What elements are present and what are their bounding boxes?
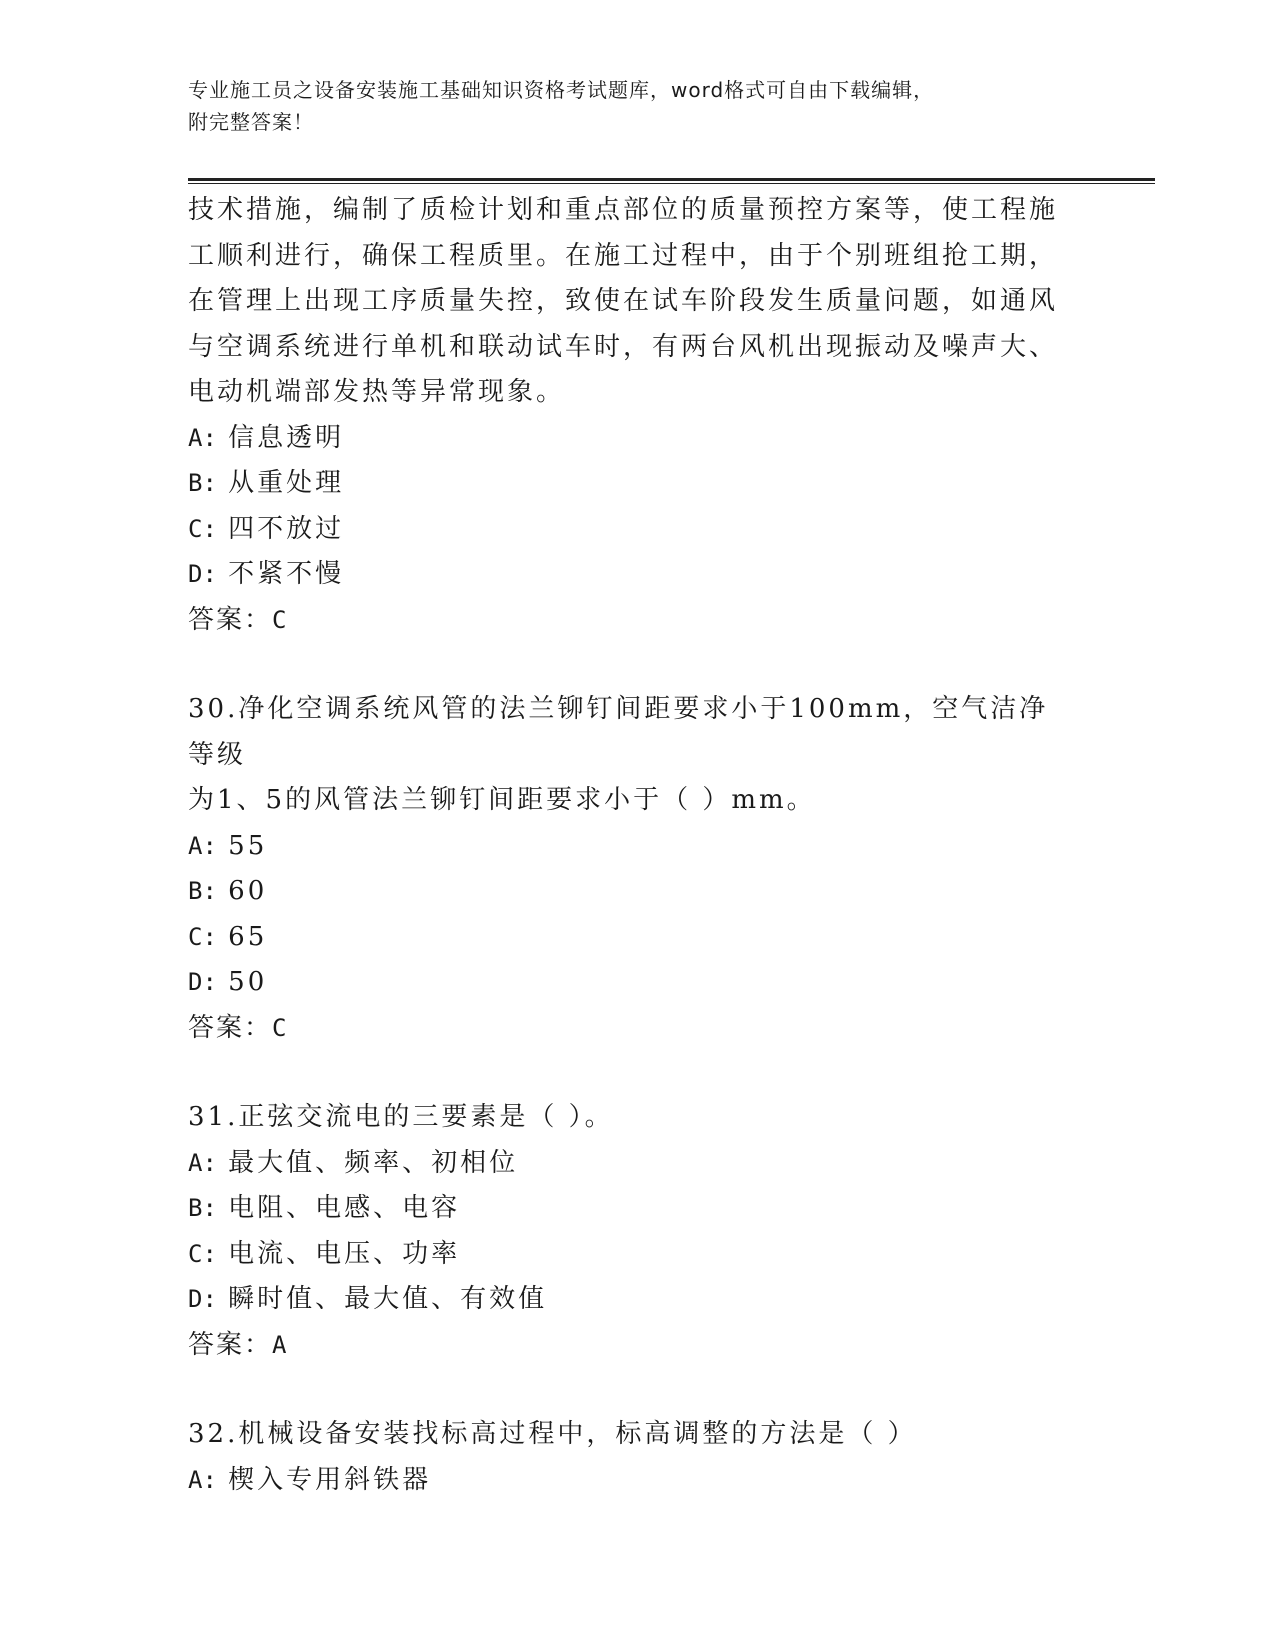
option-text: 65 [228,921,268,952]
question-32 [188,1412,1068,1503]
option-text: 60 [228,876,268,906]
option-text: 信息透明 [228,422,345,453]
option-b [188,461,1068,507]
question-text-line: 在管理上出现工序质量失控，致使在试车阶段发生质量问题，如通风 [188,286,1059,316]
question-text-line: 为1、5的风管法兰铆钉间距要求小于（ ）mm。 [188,785,816,815]
answer-label: 答案： [188,604,273,635]
header-line-1: 专业施工员之设备安装施工基础知识资格考试题库，word格式可自由下载编辑， [188,78,935,102]
option-d [188,1277,1068,1323]
option-key: D: [188,560,217,588]
option-d [188,960,1068,1006]
question-text-line: 30.净化空调系统风管的法兰铆钉间距要求小于100mm，空气洁净等级 [188,694,1049,770]
question-continuation [188,188,1068,643]
option-key: C: [188,514,217,543]
option-text: 从重处理 [228,468,345,498]
option-text: 50 [228,967,268,997]
option-a [188,1141,1068,1187]
option-key: D: [188,968,217,996]
answer-label: 答案： [188,1329,273,1360]
header-line-2: 附完整答案！ [188,110,314,134]
option-a [188,416,1068,462]
question-text-line: 技术措施，编制了质检计划和重点部位的质量预控方案等，使工程施 [188,195,1059,225]
option-key: A: [188,1465,217,1494]
answer-line [188,598,1068,644]
option-text: 55 [228,830,268,861]
option-text: 瞬时值、最大值、有效值 [228,1284,548,1314]
answer-value: A [272,1330,287,1359]
option-c [188,1232,1068,1278]
question-31 [188,1095,1068,1368]
option-text: 四不放过 [228,513,345,544]
answer-value: C [272,1013,287,1042]
option-key: A: [188,831,217,860]
option-key: A: [188,1148,217,1177]
exam-content [188,188,1068,1503]
option-key: C: [188,922,217,951]
option-c [188,507,1068,553]
option-b [188,869,1068,915]
option-d [188,552,1068,598]
option-text: 最大值、频率、初相位 [228,1147,519,1178]
option-text: 楔入专用斜铁器 [228,1464,432,1495]
question-30 [188,687,1068,1051]
option-key: C: [188,1239,217,1268]
question-text-line: 31.正弦交流电的三要素是（ ）。 [188,1102,614,1132]
question-text-line: 工顺利进行，确保工程质里。在施工过程中，由于个别班组抢工期， [188,240,1059,271]
header-divider [188,178,1155,181]
option-text: 不紧不慢 [228,559,345,589]
option-a [188,824,1068,870]
option-key: A: [188,423,217,452]
answer-label: 答案： [188,1012,273,1043]
option-text: 电阻、电感、电容 [228,1193,461,1223]
question-text-line: 32.机械设备安装找标高过程中，标高调整的方法是（ ） [188,1419,917,1449]
answer-value: C [272,605,287,634]
option-c [188,915,1068,961]
option-a [188,1458,1068,1504]
question-text-line: 与空调系统进行单机和联动试车时，有两台风机出现振动及噪声大、 [188,331,1059,362]
option-key: B: [188,877,217,905]
option-text: 电流、电压、功率 [228,1238,461,1269]
answer-line [188,1323,1068,1369]
page-header [188,74,1068,138]
option-key: B: [188,469,217,497]
question-text-line: 电动机端部发热等异常现象。 [188,377,566,407]
option-key: B: [188,1194,217,1222]
option-key: D: [188,1285,217,1313]
answer-line [188,1006,1068,1052]
option-b [188,1186,1068,1232]
header-divider-thin [188,183,1155,184]
